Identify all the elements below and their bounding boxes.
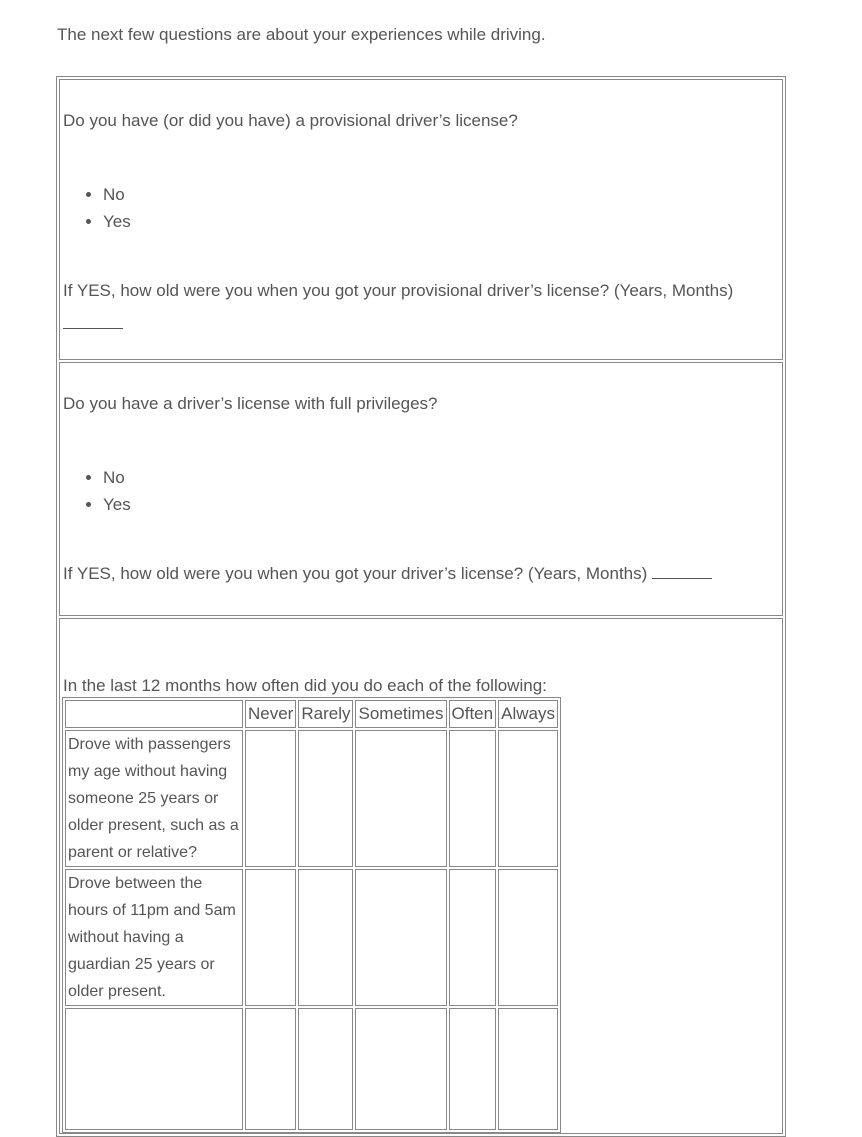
answer-cell-never[interactable] — [245, 730, 296, 867]
answer-cell-always[interactable] — [498, 730, 558, 867]
col-often: Often — [449, 700, 497, 728]
option-yes[interactable]: • Yes — [103, 208, 782, 235]
age-answer-blank[interactable] — [63, 327, 123, 329]
grid-header-row — [65, 700, 558, 728]
grid-row — [65, 1008, 558, 1130]
options-list — [63, 181, 782, 235]
grid-row — [65, 730, 558, 867]
followup-text: If YES, how old were you when you got your provisional driver’s license? (Years, Months) — [63, 281, 734, 300]
age-answer-blank[interactable] — [652, 577, 712, 579]
question-text: In the last 12 months how often did you do each of the following: — [63, 676, 547, 695]
col-always: Always — [498, 700, 558, 728]
grid-row — [65, 869, 558, 1006]
question-text: Do you have (or did you have) a provisional driver’s license? — [63, 111, 518, 130]
row-label: Drove with passengers my age without having someone 25 years or older present, such as a parent or relative? — [65, 730, 243, 867]
options-list — [63, 464, 782, 518]
frequency-grid — [62, 697, 561, 1133]
answer-cell-often[interactable] — [449, 730, 497, 867]
row-label: Drove between the hours of 11pm and 5am without having a guardian 25 years or older present. — [65, 869, 243, 1006]
question-provisional-license — [59, 79, 783, 360]
answer-cell-never[interactable] — [245, 869, 296, 1006]
answer-cell-sometimes[interactable] — [355, 730, 446, 867]
col-never: Never — [245, 700, 296, 728]
followup-text: If YES, how old were you when you got your driver’s license? (Years, Months) — [63, 564, 648, 583]
option-no[interactable]: • No — [103, 464, 782, 491]
answer-cell-rarely[interactable] — [298, 730, 353, 867]
answer-cell-sometimes[interactable] — [355, 869, 446, 1006]
option-yes[interactable]: • Yes — [103, 491, 782, 518]
intro-text: The next few questions are about your experiences while driving. — [57, 25, 546, 44]
answer-cell-often[interactable] — [449, 869, 497, 1006]
question-text: Do you have a driver’s license with full privileges? — [63, 394, 438, 413]
question-frequency — [59, 618, 783, 1134]
col-rarely: Rarely — [298, 700, 353, 728]
question-full-license — [59, 362, 783, 616]
answer-cell-always[interactable] — [498, 869, 558, 1006]
col-sometimes: Sometimes — [355, 700, 446, 728]
survey-table — [56, 76, 786, 1137]
answer-cell-rarely[interactable] — [298, 869, 353, 1006]
option-no[interactable]: • No — [103, 181, 782, 208]
